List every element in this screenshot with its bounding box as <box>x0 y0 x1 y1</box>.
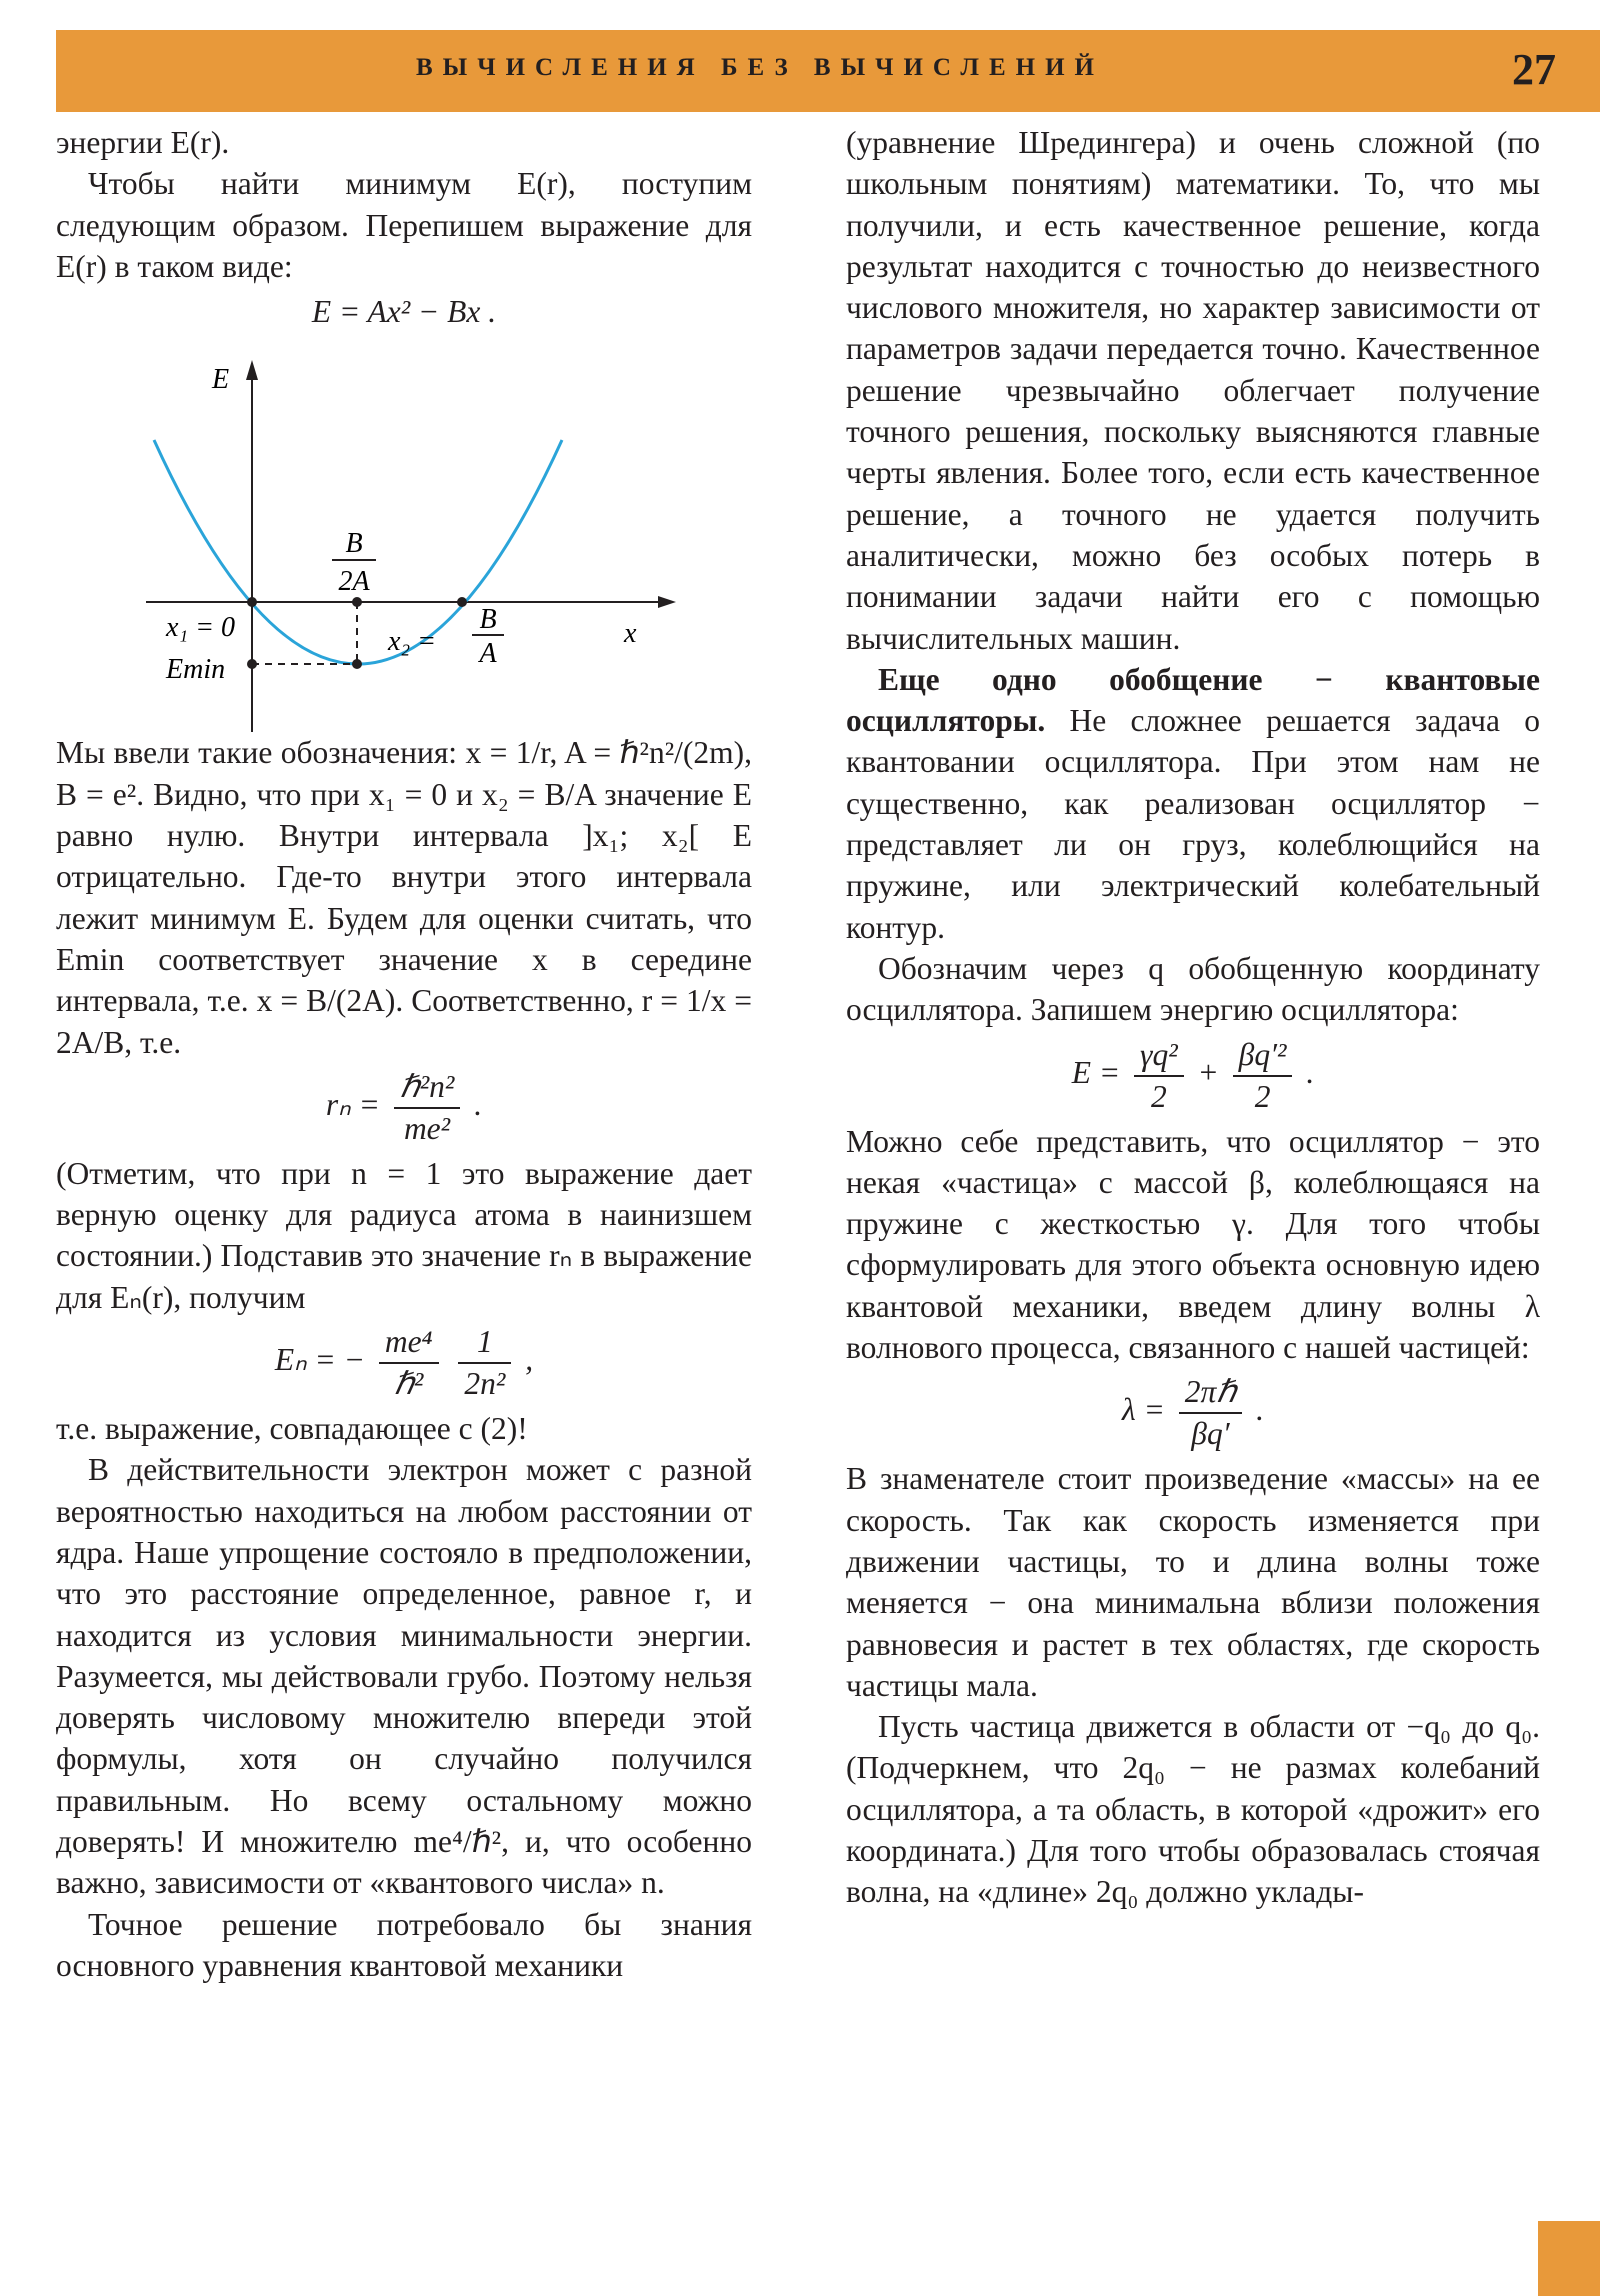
formula-lhs: Eₙ = − <box>274 1342 365 1378</box>
paragraph: (Отметим, что при n = 1 это выражение дает верную оценку для радиуса атома в наинизшем состоянии.) Подставив это значение rₙ в выражение для Eₙ(r), получим <box>56 1155 752 1315</box>
point-x2 <box>457 597 467 607</box>
x-axis-arrow-icon <box>658 596 676 608</box>
formula-wavelength <box>846 1372 1540 1454</box>
fraction <box>379 1322 439 1404</box>
denominator: ℏ² <box>393 1366 424 1402</box>
x2-label: x₂ = <box>388 626 437 658</box>
running-title: ВЫЧИСЛЕНИЯ БЕЗ ВЫЧИСЛЕНИЙ <box>416 54 1104 81</box>
formula-lhs: E = <box>1071 1054 1121 1090</box>
x1-label: x₁ = 0 <box>166 612 236 644</box>
fraction <box>394 1067 461 1149</box>
formula-lhs: λ = <box>1122 1392 1165 1428</box>
formula-tail: . <box>1306 1054 1315 1090</box>
numerator: 1 <box>458 1322 511 1364</box>
paragraph: Обозначим через q обобщенную координату осциллятора. Запишем энергию осциллятора: <box>846 950 1540 1028</box>
paragraph: В действительности электрон может с разной вероятностью находиться на любом расстоянии от ядра. Наше упрощение состояло в предположении, что это расстояние определенное, равное r, и находится из условия минимальности энергии. Разумеется, мы действовали грубо. Поэтому нельзя доверять числовому множителю впереди этой формулы, хотя он случайно получился правильным. Но всему остальному можно доверять! И множителю me⁴/ℏ², и, что особенно важно, зависимости от «квантового числа» n. <box>56 1452 752 1901</box>
denominator: me² <box>403 1110 451 1146</box>
numerator: γq² <box>1134 1035 1184 1077</box>
formula-tail: . <box>1256 1392 1264 1428</box>
formula-oscillator-energy <box>846 1035 1540 1117</box>
point-vertex <box>352 659 362 669</box>
formula-tail: . <box>474 1087 483 1123</box>
fraction <box>1179 1372 1243 1454</box>
y-axis-label: E <box>212 364 230 396</box>
numerator: ℏ²n² <box>394 1067 461 1109</box>
formula-radius <box>56 1067 752 1149</box>
denominator: 2n² <box>464 1366 506 1402</box>
left-column <box>56 122 752 1986</box>
numerator: βq′² <box>1233 1035 1293 1077</box>
midpoint-label-den: 2A <box>338 566 370 598</box>
paragraph: Точное решение потребовало бы знания основного уравнения квантовой механики <box>56 1906 752 1983</box>
fraction <box>1134 1035 1184 1117</box>
point-x1 <box>247 597 257 607</box>
paragraph: (уравнение Шредингера) и очень сложной (по школьным понятиям) математики. То, что мы получили, и есть качественное решение, когда результат находится с точностью до неизвестного числового множителя, но характер зависимости от параметров задачи передается точно. Качественное решение чрезвычайно облегчает получение точного решения, поскольку выясняются главные черты явления. Более того, если есть качественное решение, а точного не удается получить аналитически, можно без особых потерь в понимании задачи найти его с помощью вычислительных машин. <box>846 125 1540 656</box>
midpoint-label-num: B <box>345 528 363 560</box>
page-number: 27 <box>1512 45 1556 94</box>
y-axis-arrow-icon <box>246 360 258 380</box>
fraction <box>458 1322 511 1404</box>
paragraph: Можно себе представить, что осциллятор − это некая «частица» с массой β, колеблющаяся на пружине с жесткостью γ. Для того чтобы сформулировать для этого объекта основную идею квантовой механики, введем длину волны λ волнового процесса, связанного с нашей частицей: <box>846 1123 1540 1366</box>
denominator: βq′ <box>1191 1416 1230 1452</box>
point-emin <box>247 659 257 669</box>
numerator: me⁴ <box>379 1322 439 1364</box>
formula-energy: E = Ax² − Bx . <box>311 294 497 330</box>
plus-sign: + <box>1197 1054 1219 1090</box>
x2-label-num: B <box>479 604 497 636</box>
point-midpoint <box>352 597 362 607</box>
paragraph <box>846 659 1540 948</box>
energy-graph-svg <box>126 352 686 732</box>
denominator: 2 <box>1150 1078 1167 1114</box>
numerator: 2πℏ <box>1179 1372 1243 1414</box>
emin-label: Emin <box>166 654 226 686</box>
paragraph: Мы ввели такие обозначения: x = 1/r, A = ℏ²n²/(2m), B = e². Видно, что при x₁ = 0 и x₂ = B/A значение E равно нулю. Внутри интервала ]x₁; x₂[ E отрицательно. Где-то внутри этого интервала лежит минимум E. Будем для оценки считать, что Emin соответствует значение x в середине интервала, т.е. x = B/(2A). Соответственно, r = 1/x = 2A/B, т.е. <box>56 735 752 1060</box>
paragraph: В знаменателе стоит произведение «массы» на ее скорость. Так как скорость изменяется при движении частицы, то и длина волны тоже меняется − она минимальна вблизи положения равновесия и растет в тех областях, где скорость частицы мала. <box>846 1461 1540 1703</box>
formula-lhs: rₙ = <box>325 1087 380 1123</box>
page-header <box>56 30 1600 112</box>
paragraph-text: Не сложнее решается задача о квантовании осциллятора. При этом нам не существенно, как реализован осциллятор − представляет ли он груз, колеблющийся на пружине, или электрический колебательный контур. <box>846 703 1540 945</box>
x2-label-den: A <box>479 638 497 670</box>
paragraph: Чтобы найти минимум E(r), поступим следующим образом. Перепишем выражение для E(r) в таком виде: <box>56 166 752 284</box>
right-column <box>846 122 1540 1913</box>
paragraph: энергии E(r). <box>56 125 230 160</box>
section-heading: Еще одно обобщение − квантовые осцилляторы. <box>846 661 1540 739</box>
fraction <box>1233 1035 1293 1117</box>
energy-graph <box>56 352 752 732</box>
denominator: 2 <box>1254 1078 1271 1114</box>
formula-energy-level <box>56 1322 752 1404</box>
formula-tail: , <box>525 1342 534 1378</box>
corner-accent <box>1538 2221 1600 2296</box>
paragraph: т.е. выражение, совпадающее с (2)! <box>56 1411 528 1447</box>
x-axis-label: x <box>624 618 637 650</box>
paragraph: Пусть частица движется в области от −q₀ до q₀. (Подчеркнем, что 2q₀ − не размах колебаний осциллятора, а та область, в которой «дрожит» его координата.) Для того чтобы образовалась стоячая волна, на «длине» 2q₀ должно уклады- <box>846 1709 1540 1910</box>
